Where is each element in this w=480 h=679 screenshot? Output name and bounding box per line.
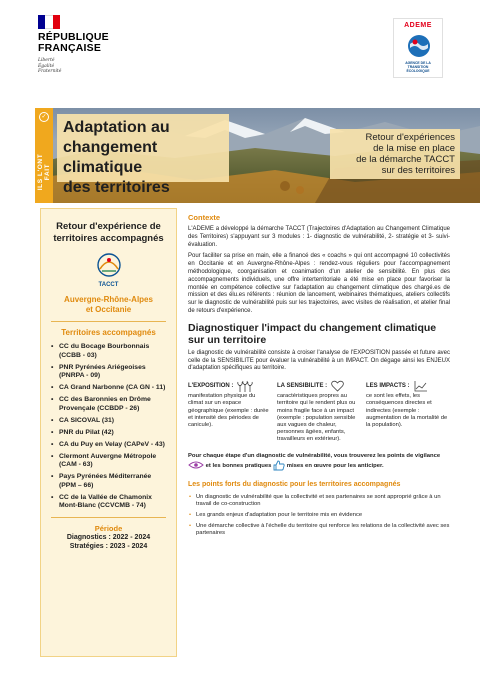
divider [51,321,166,322]
ademe-sub-2: TRANSITION [407,65,429,69]
sensibilite-text: caractéristiques propres au territoire qui le rendent plus ou moins fragile face à un impact (exemple : population sensible aux vagues de chaleur, personnes âgées, enfants, travailleurs en extérieur). [277,393,356,443]
exposition-definition [188,380,272,443]
tacct-label: TACCT [98,282,119,288]
territory-item: • CC du Bocage Bourbonnais (CCBB - 03) [59,343,170,360]
ils-lont-fait-tab [35,108,53,203]
rf-motto-3: Fraternité [38,69,62,74]
heart-icon [331,380,344,392]
region-line-1: Auvergne-Rhône-Alpes [64,295,153,304]
impacts-text: ce sont les effets, les conséquences directes et indirectes (exemple : augmentation de la mortalité de la population). [366,393,448,428]
tacct-logo [92,251,126,288]
title-line-1: Adaptation au [63,119,170,136]
diagnostic-paragraph: Le diagnostic de vulnérabilité consiste à croiser l'analyse de l'EXPOSITION passée et future avec celle de la SENSIBILITE pour évaluer la vulnérabilité à un IMPACT. On dégage ainsi les ENJEUX d'adaptation spécifiques au territoire. [188,349,450,372]
exposition-label: L'EXPOSITION : [188,382,234,389]
subtitle-line-4: sur des territoires [381,165,455,176]
strong-point-item: • Un diagnostic de vulnérabilité que la collectivité et ses partenaires se sont approprié grâce à un travail de co-construction [196,494,450,508]
ademe-logo [393,18,443,78]
context-paragraph-2: Pour faciliter sa prise en main, elle a financé des « coachs » qui ont accompagné 10 collectivités en Occitanie et en Auvergne-Rhône-Alpes : rendez-vous réguliers pour l'accompagnement méthodologique, coorganisation et coanimation d'un atelier de sensibilité. En plus des accompagnements individuels, une offre interterritoriale a été mise en place pour favoriser la montée en compétence collective sur l'adaptation au changement climatique des chargé.es de mission et des élu.es référents : réunion de lancement, webinaires thématiques, ateliers collectifs sur le diagnostic de vulnérabilité puis sur les trajectoires, avec visites de réalisation, et atelier final de retours d'expérience. [188,253,450,314]
thumbs-up-icon [273,460,285,471]
note-part-3: mises en œuvre pour les anticiper. [286,462,384,469]
eye-vigilance-icon [188,460,204,470]
main-content [188,213,450,542]
left-panel-title: Retour d'expérience de territoires accompagnés [53,221,164,244]
exposition-text: manifestation physique du climat sur un espace géographique (exemple : durée et intensité des périodes de canicule). [188,393,269,428]
periode-title: Période [94,524,123,534]
chart-trend-icon [414,380,428,392]
note-part-1: Pour chaque étape d'un diagnostic de vulnérabilité, vous trouverez les points de vigilance [188,452,441,459]
territory-item: • Pays Pyrénées Méditerranée (PPM – 66) [59,473,170,490]
check-icon: ✓ [39,112,49,122]
periode-strategies: Stratégies : 2023 - 2024 [69,543,148,551]
territory-item: • CC de la Vallée de Chamonix Mont-Blanc (CCVCMB - 74) [59,494,170,511]
strong-point-item: • Les grands enjeux d'adaptation pour le territoire mis en évidence [196,512,450,519]
subtitle-line-1: Retour d'expériences [365,132,455,143]
title-line-2: changement climatique [63,139,158,176]
ademe-sub-1: AGENCE DE LA [405,61,431,65]
vigilance-note [188,452,450,471]
strong-points-list [188,494,450,538]
french-flag-icon [38,15,60,29]
context-paragraph-1: L'ADEME a développé la démarche TACCT (Trajectoires d'Adaptation au Changement Climatique des Territoires) s'appuyant sur 3 modules : 1- diagnostic de vulnérabilité, 2- stratégie et 3- suivi-évaluation. [188,226,450,248]
definitions-row [188,380,450,443]
rf-title-line2: FRANÇAISE [38,42,102,54]
republique-francaise-logo [38,15,128,75]
territory-item: • CA Grand Narbonne (CA GN - 11) [59,384,170,393]
subtitle-line-3: de la démarche TACCT [356,154,455,165]
territory-item: • CA SICOVAL (31) [59,417,170,426]
side-tab-label: ILS L'ONT FAIT [37,153,51,191]
divider [51,517,166,518]
rf-motto-1: Liberté [38,58,55,63]
subtitle-line-2: de la mise en place [373,143,455,154]
document-subtitle [330,129,460,179]
rf-motto-2: Égalité [38,63,55,69]
context-heading: Contexte [188,213,221,222]
territory-item: • Clermont Auvergne Métropole (CAM - 63) [59,453,170,470]
strong-points-heading: Les points forts du diagnostic pour les territoires accompagnés [188,480,401,488]
periode-diagnostics: Diagnostics : 2022 - 2024 [66,534,151,542]
territories-title: Territoires accompagnés [61,328,156,337]
sensibilite-label: LA SENSIBILITE : [277,382,328,389]
tacct-logo-icon [92,251,126,279]
territories-list [47,343,170,511]
note-part-2: et les bonnes pratiques [205,462,272,469]
impacts-definition [366,380,450,443]
diagnostic-heading: Diagnostiquer l'impact du changement climatique sur un territoire [188,321,437,346]
region-line-2: et Occitanie [85,305,132,314]
territory-item: • CA du Puy en Velay (CAPeV - 43) [59,441,170,450]
territory-item: • PNR du Pilat (42) [59,429,170,438]
ademe-name: ADEME [404,22,432,29]
document-title [57,114,229,196]
title-line-3: des territoires [63,179,170,196]
rf-title-line1: RÉPUBLIQUE [38,31,109,43]
territory-item: • CC des Baronnies en Drôme Provençale (CCBDP - 26) [59,396,170,413]
impacts-label: LES IMPACTS : [366,382,410,389]
left-sidebar-panel [40,208,177,657]
strong-point-item: • Une démarche collective à l'échelle du territoire qui renforce les relations de la collectivité avec ses partenaires [196,523,450,537]
ademe-globe-icon [407,34,431,58]
territory-item: • PNR Pyrénées Ariégeoises (PNRPA - 09) [59,364,170,381]
sensibilite-definition [277,380,361,443]
ademe-sub-3: ÉCOLOGIQUE [406,69,430,73]
plants-icon [237,380,253,392]
